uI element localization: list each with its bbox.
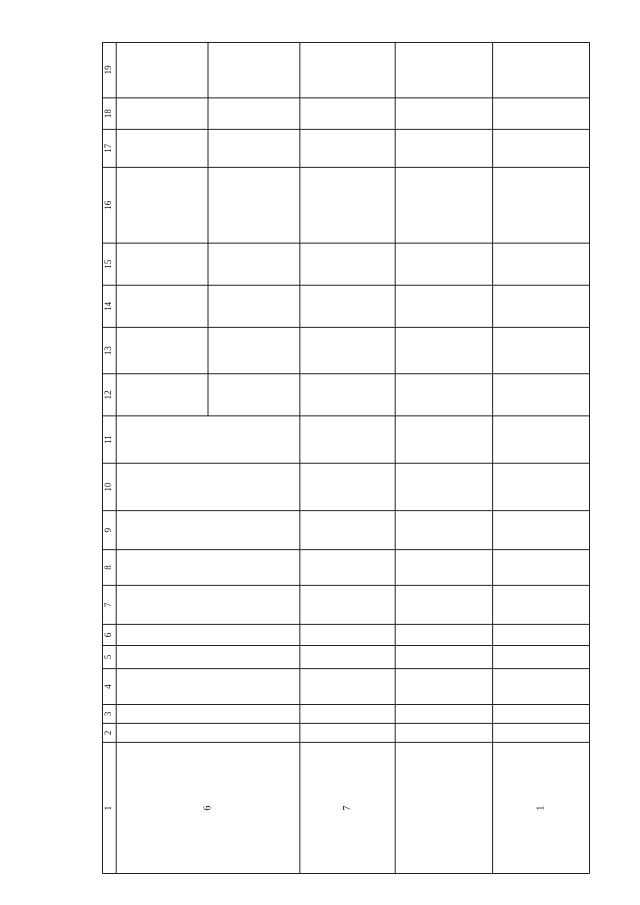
col-num: 3: [103, 711, 114, 717]
col-num: 15: [103, 259, 114, 269]
col-num: 13: [103, 346, 114, 356]
col-num: 4: [103, 684, 114, 689]
repair-program-table: [102, 42, 590, 874]
col-num: 16: [103, 200, 114, 210]
col-num: 9: [103, 527, 114, 533]
col-num: 19: [103, 65, 114, 75]
col-num: 5: [103, 654, 114, 660]
col-num: 12: [103, 390, 114, 400]
row-number: 6: [202, 805, 214, 811]
col-num: 18: [103, 109, 114, 119]
col-num: 10: [103, 482, 114, 492]
col-num: 11: [103, 435, 114, 444]
col-num: 17: [103, 143, 114, 153]
col-num: 6: [103, 632, 114, 638]
row-number: 1: [535, 805, 547, 811]
rotated-table-wrapper: [102, 42, 590, 874]
col-num: 14: [103, 301, 114, 311]
col-num: 8: [103, 565, 114, 570]
row-number: 7: [341, 805, 353, 811]
col-num: 7: [103, 602, 114, 608]
col-num: 2: [103, 730, 114, 736]
col-num: 1: [103, 805, 114, 811]
